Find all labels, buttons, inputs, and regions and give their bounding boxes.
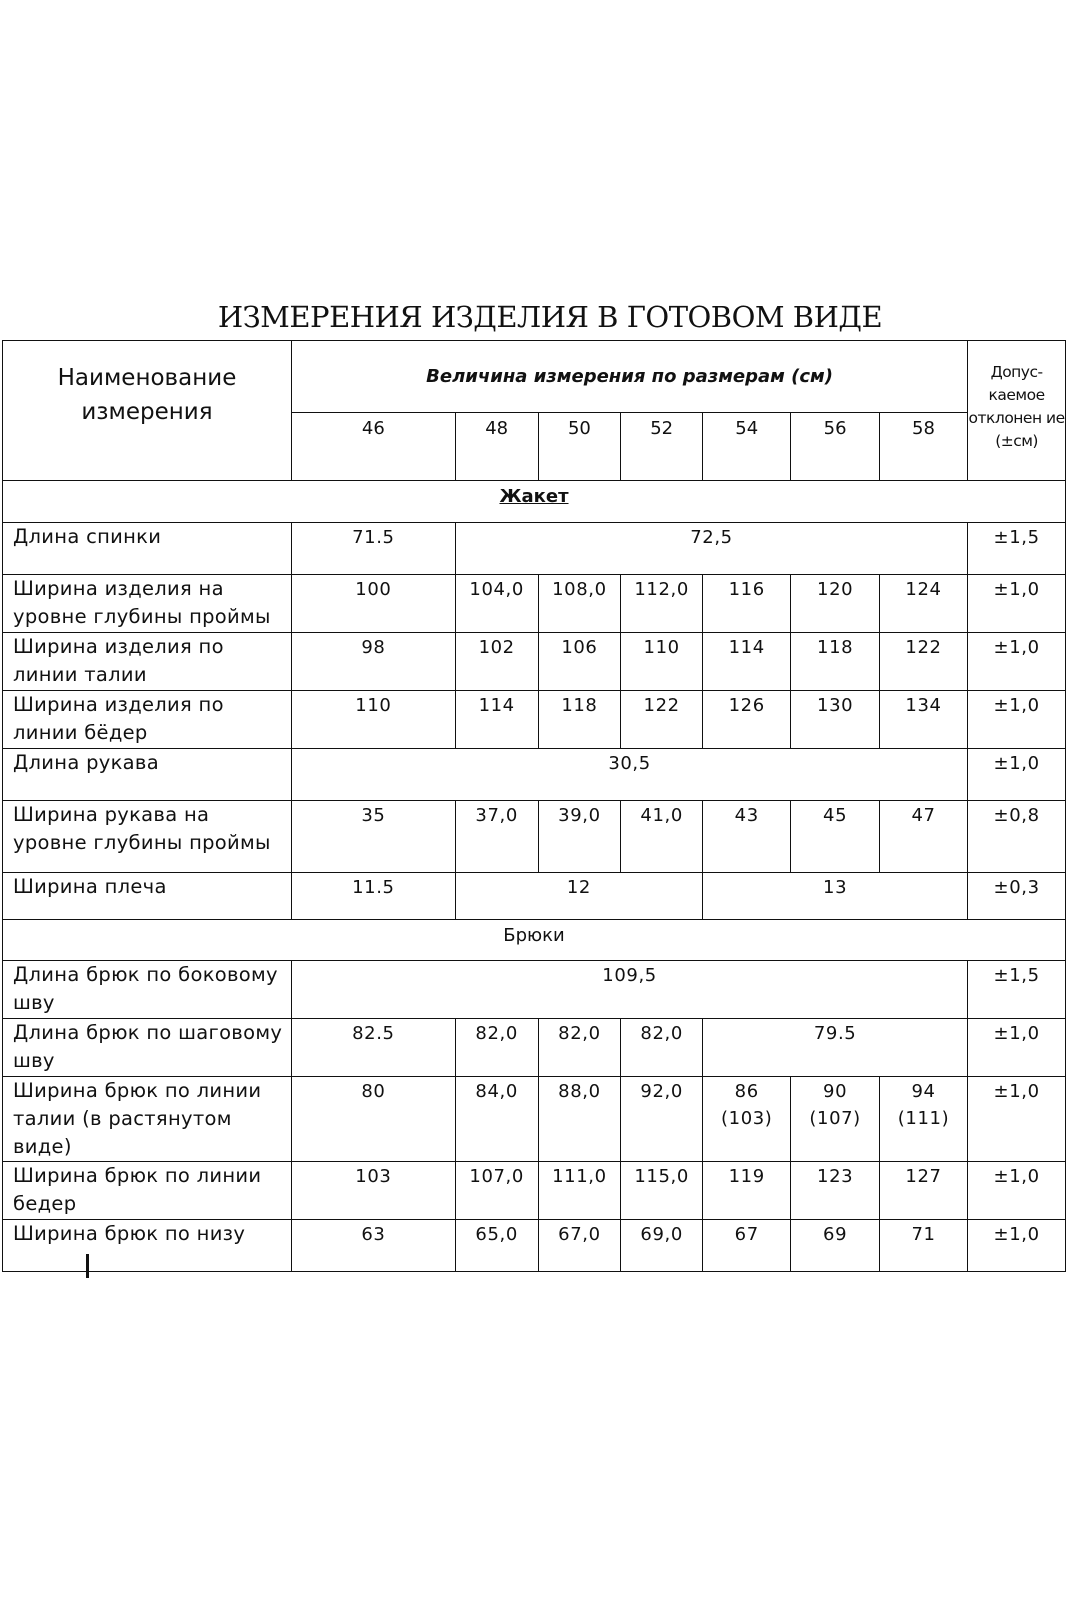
document-title: ИЗМЕРЕНИЯ ИЗДЕЛИЯ В ГОТОВОМ ВИДЕ [217,300,883,334]
value-cell: 122 [879,633,967,691]
value-cell: 79.5 [703,1019,968,1077]
value-cell: 84,0 [455,1077,538,1162]
measurement-name: Ширина изделия на уровне глубины проймы [3,575,292,633]
value-cell: 12 [455,873,702,920]
size-header: 48 [455,413,538,481]
table-row [3,1162,1066,1220]
value-cell: 41,0 [621,801,703,873]
value-cell: 98 [291,633,455,691]
size-header: 58 [879,413,967,481]
table-row [3,575,1066,633]
measurement-name: Длина брюк по шаговому шву [3,1019,292,1077]
section-trousers: Брюки [3,920,1066,961]
value-cell: 118 [791,633,879,691]
value-cell: 82,0 [455,1019,538,1077]
tolerance-cell: ±1,0 [968,1162,1066,1220]
value-cell: 122 [621,691,703,749]
value-cell: 30,5 [291,749,967,801]
value-cell: 82,0 [621,1019,703,1077]
measurements-table [2,340,1066,1272]
tolerance-cell: ±1,0 [968,1220,1066,1272]
value-cell: 80 [291,1077,455,1162]
header-name-cell: Наименование измерения [3,341,292,481]
measurement-name: Ширина плеча [3,873,292,920]
value-cell: 123 [791,1162,879,1220]
value-cell: 86 (103) [703,1077,791,1162]
value-cell: 106 [538,633,621,691]
value-cell: 65,0 [455,1220,538,1272]
value-cell: 116 [703,575,791,633]
table-row [3,691,1066,749]
table-row [3,1077,1066,1162]
value-cell: 67 [703,1220,791,1272]
tolerance-cell: ±0,8 [968,801,1066,873]
value-cell: 124 [879,575,967,633]
value-cell: 127 [879,1162,967,1220]
value-cell: 112,0 [621,575,703,633]
value-cell: 100 [291,575,455,633]
header-tolerance-cell: Допус- каемое отклонен ие (±см) [968,341,1066,481]
value-cell: 69 [791,1220,879,1272]
size-header: 54 [703,413,791,481]
value-cell: 111,0 [538,1162,621,1220]
value-cell: 94 (111) [879,1077,967,1162]
value-cell: 69,0 [621,1220,703,1272]
value-cell: 130 [791,691,879,749]
value-cell: 110 [621,633,703,691]
value-cell: 120 [791,575,879,633]
size-header: 50 [538,413,621,481]
value-cell: 118 [538,691,621,749]
value-cell: 63 [291,1220,455,1272]
value-cell: 92,0 [621,1077,703,1162]
value-cell: 88,0 [538,1077,621,1162]
tolerance-cell: ±1,0 [968,1077,1066,1162]
value-cell: 119 [703,1162,791,1220]
size-header: 46 [291,413,455,481]
value-cell: 90 (107) [791,1077,879,1162]
value-cell: 11.5 [291,873,455,920]
value-cell: 45 [791,801,879,873]
table-row [3,749,1066,801]
measurement-name: Ширина изделия по линии бёдер [3,691,292,749]
measurement-name: Ширина изделия по линии талии [3,633,292,691]
table-row [3,801,1066,873]
tolerance-cell: ±1,0 [968,1019,1066,1077]
measurement-name: Длина спинки [3,523,292,575]
value-cell: 110 [291,691,455,749]
value-cell: 82.5 [291,1019,455,1077]
value-cell: 104,0 [455,575,538,633]
measurement-name: Ширина брюк по линии бедер [3,1162,292,1220]
tolerance-cell: ±1,0 [968,749,1066,801]
value-cell: 43 [703,801,791,873]
tolerance-cell: ±0,3 [968,873,1066,920]
text-cursor-mark [86,1254,89,1278]
value-cell: 35 [291,801,455,873]
value-cell: 114 [703,633,791,691]
value-cell: 71 [879,1220,967,1272]
tolerance-cell: ±1,0 [968,633,1066,691]
table-row [3,961,1066,1019]
table-row [3,1220,1066,1272]
measurement-name: Ширина рукава на уровне глубины проймы [3,801,292,873]
value-cell: 47 [879,801,967,873]
value-cell: 82,0 [538,1019,621,1077]
tolerance-cell: ±1,5 [968,523,1066,575]
tolerance-cell: ±1,0 [968,575,1066,633]
tolerance-cell: ±1,5 [968,961,1066,1019]
header-group-cell: Величина измерения по размерам (см) [291,341,967,413]
measurement-name: Ширина брюк по линии талии (в растянутом виде) [3,1077,292,1162]
value-cell: 37,0 [455,801,538,873]
value-cell: 107,0 [455,1162,538,1220]
value-cell: 13 [703,873,968,920]
value-cell: 126 [703,691,791,749]
value-cell: 109,5 [291,961,967,1019]
value-cell: 115,0 [621,1162,703,1220]
value-cell: 102 [455,633,538,691]
value-cell: 71.5 [291,523,455,575]
size-header: 56 [791,413,879,481]
table-row [3,523,1066,575]
value-cell: 114 [455,691,538,749]
value-cell: 72,5 [455,523,967,575]
value-cell: 67,0 [538,1220,621,1272]
table-row [3,873,1066,920]
value-cell: 103 [291,1162,455,1220]
value-cell: 39,0 [538,801,621,873]
tolerance-cell: ±1,0 [968,691,1066,749]
value-cell: 108,0 [538,575,621,633]
measurement-name: Длина брюк по боковому шву [3,961,292,1019]
value-cell: 134 [879,691,967,749]
measurement-name: Длина рукава [3,749,292,801]
measurement-name: Ширина брюк по низу [3,1220,292,1272]
size-header: 52 [621,413,703,481]
section-jacket: Жакет [3,481,1066,523]
table-row [3,633,1066,691]
table-row [3,1019,1066,1077]
